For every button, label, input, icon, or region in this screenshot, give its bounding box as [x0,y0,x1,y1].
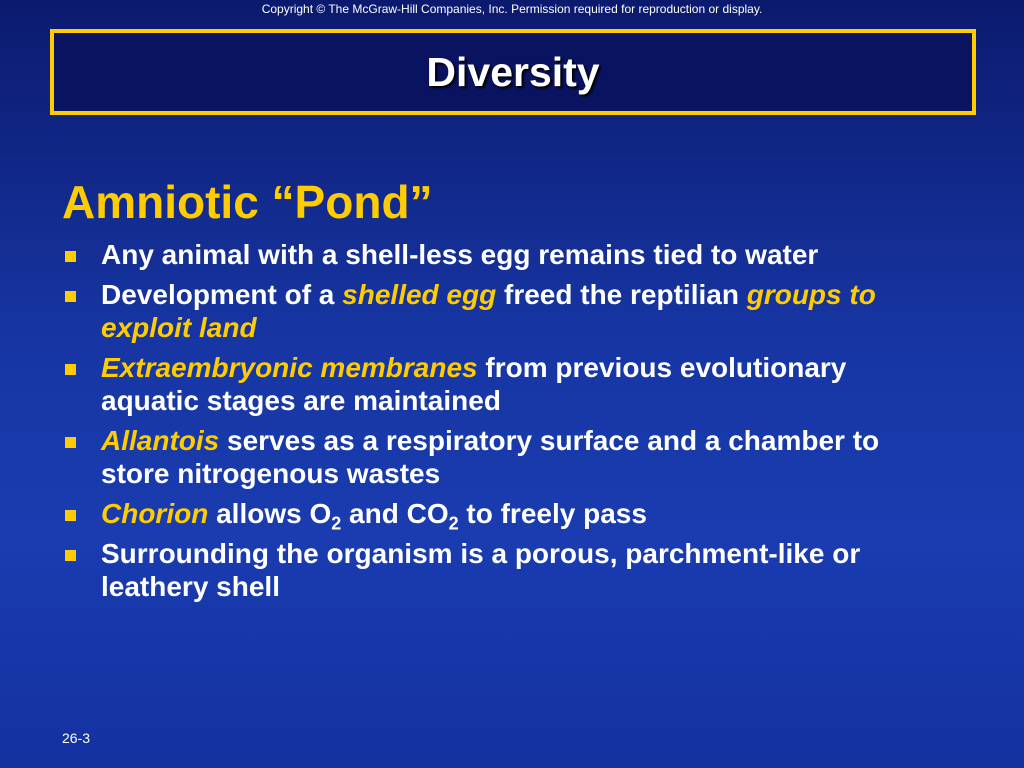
bullet-text: Development of a [101,279,343,310]
square-bullet-icon [65,510,76,521]
bullet-text: freed the reptilian [496,279,747,310]
list-item [62,351,942,417]
subscript: 2 [331,513,342,534]
square-bullet-icon [65,364,76,375]
list-item [62,497,942,534]
highlight-term: Extraembryonic membranes [101,352,478,383]
square-bullet-icon [65,550,76,561]
highlight-term: groups to exploit land [101,279,876,343]
section-heading: Amniotic “Pond” [62,176,433,228]
list-item [62,537,942,603]
bullet-list [62,238,942,610]
bullet-text: Surrounding the organism is a porous, parchment-like or leathery shell [101,538,861,602]
title-box [50,29,976,115]
subscript: 2 [448,513,459,534]
list-item [62,424,942,490]
bullet-text: Any animal with a shell-less egg remains tied to water [101,239,819,270]
bullet-text: to freely pass [458,498,647,529]
list-item [62,278,942,344]
highlight-term: Chorion [101,498,209,529]
square-bullet-icon [65,437,76,448]
bullet-text: allows O [208,498,332,529]
highlight-term: shelled egg [342,279,497,310]
slide-title: Diversity [426,48,600,95]
copyright-notice: Copyright © The McGraw-Hill Companies, Inc. Permission required for reproduction or display. [261,2,763,16]
bullet-text: serves as a respiratory surface and a chamber to store nitrogenous wastes [101,425,880,489]
square-bullet-icon [65,291,76,302]
highlight-term: Allantois [101,425,220,456]
bullet-text: and CO [341,498,449,529]
slide-number: 26-3 [62,730,91,746]
square-bullet-icon [65,251,76,262]
list-item [62,238,942,271]
bullet-text: from previous evolutionary aquatic stages are maintained [101,352,847,416]
